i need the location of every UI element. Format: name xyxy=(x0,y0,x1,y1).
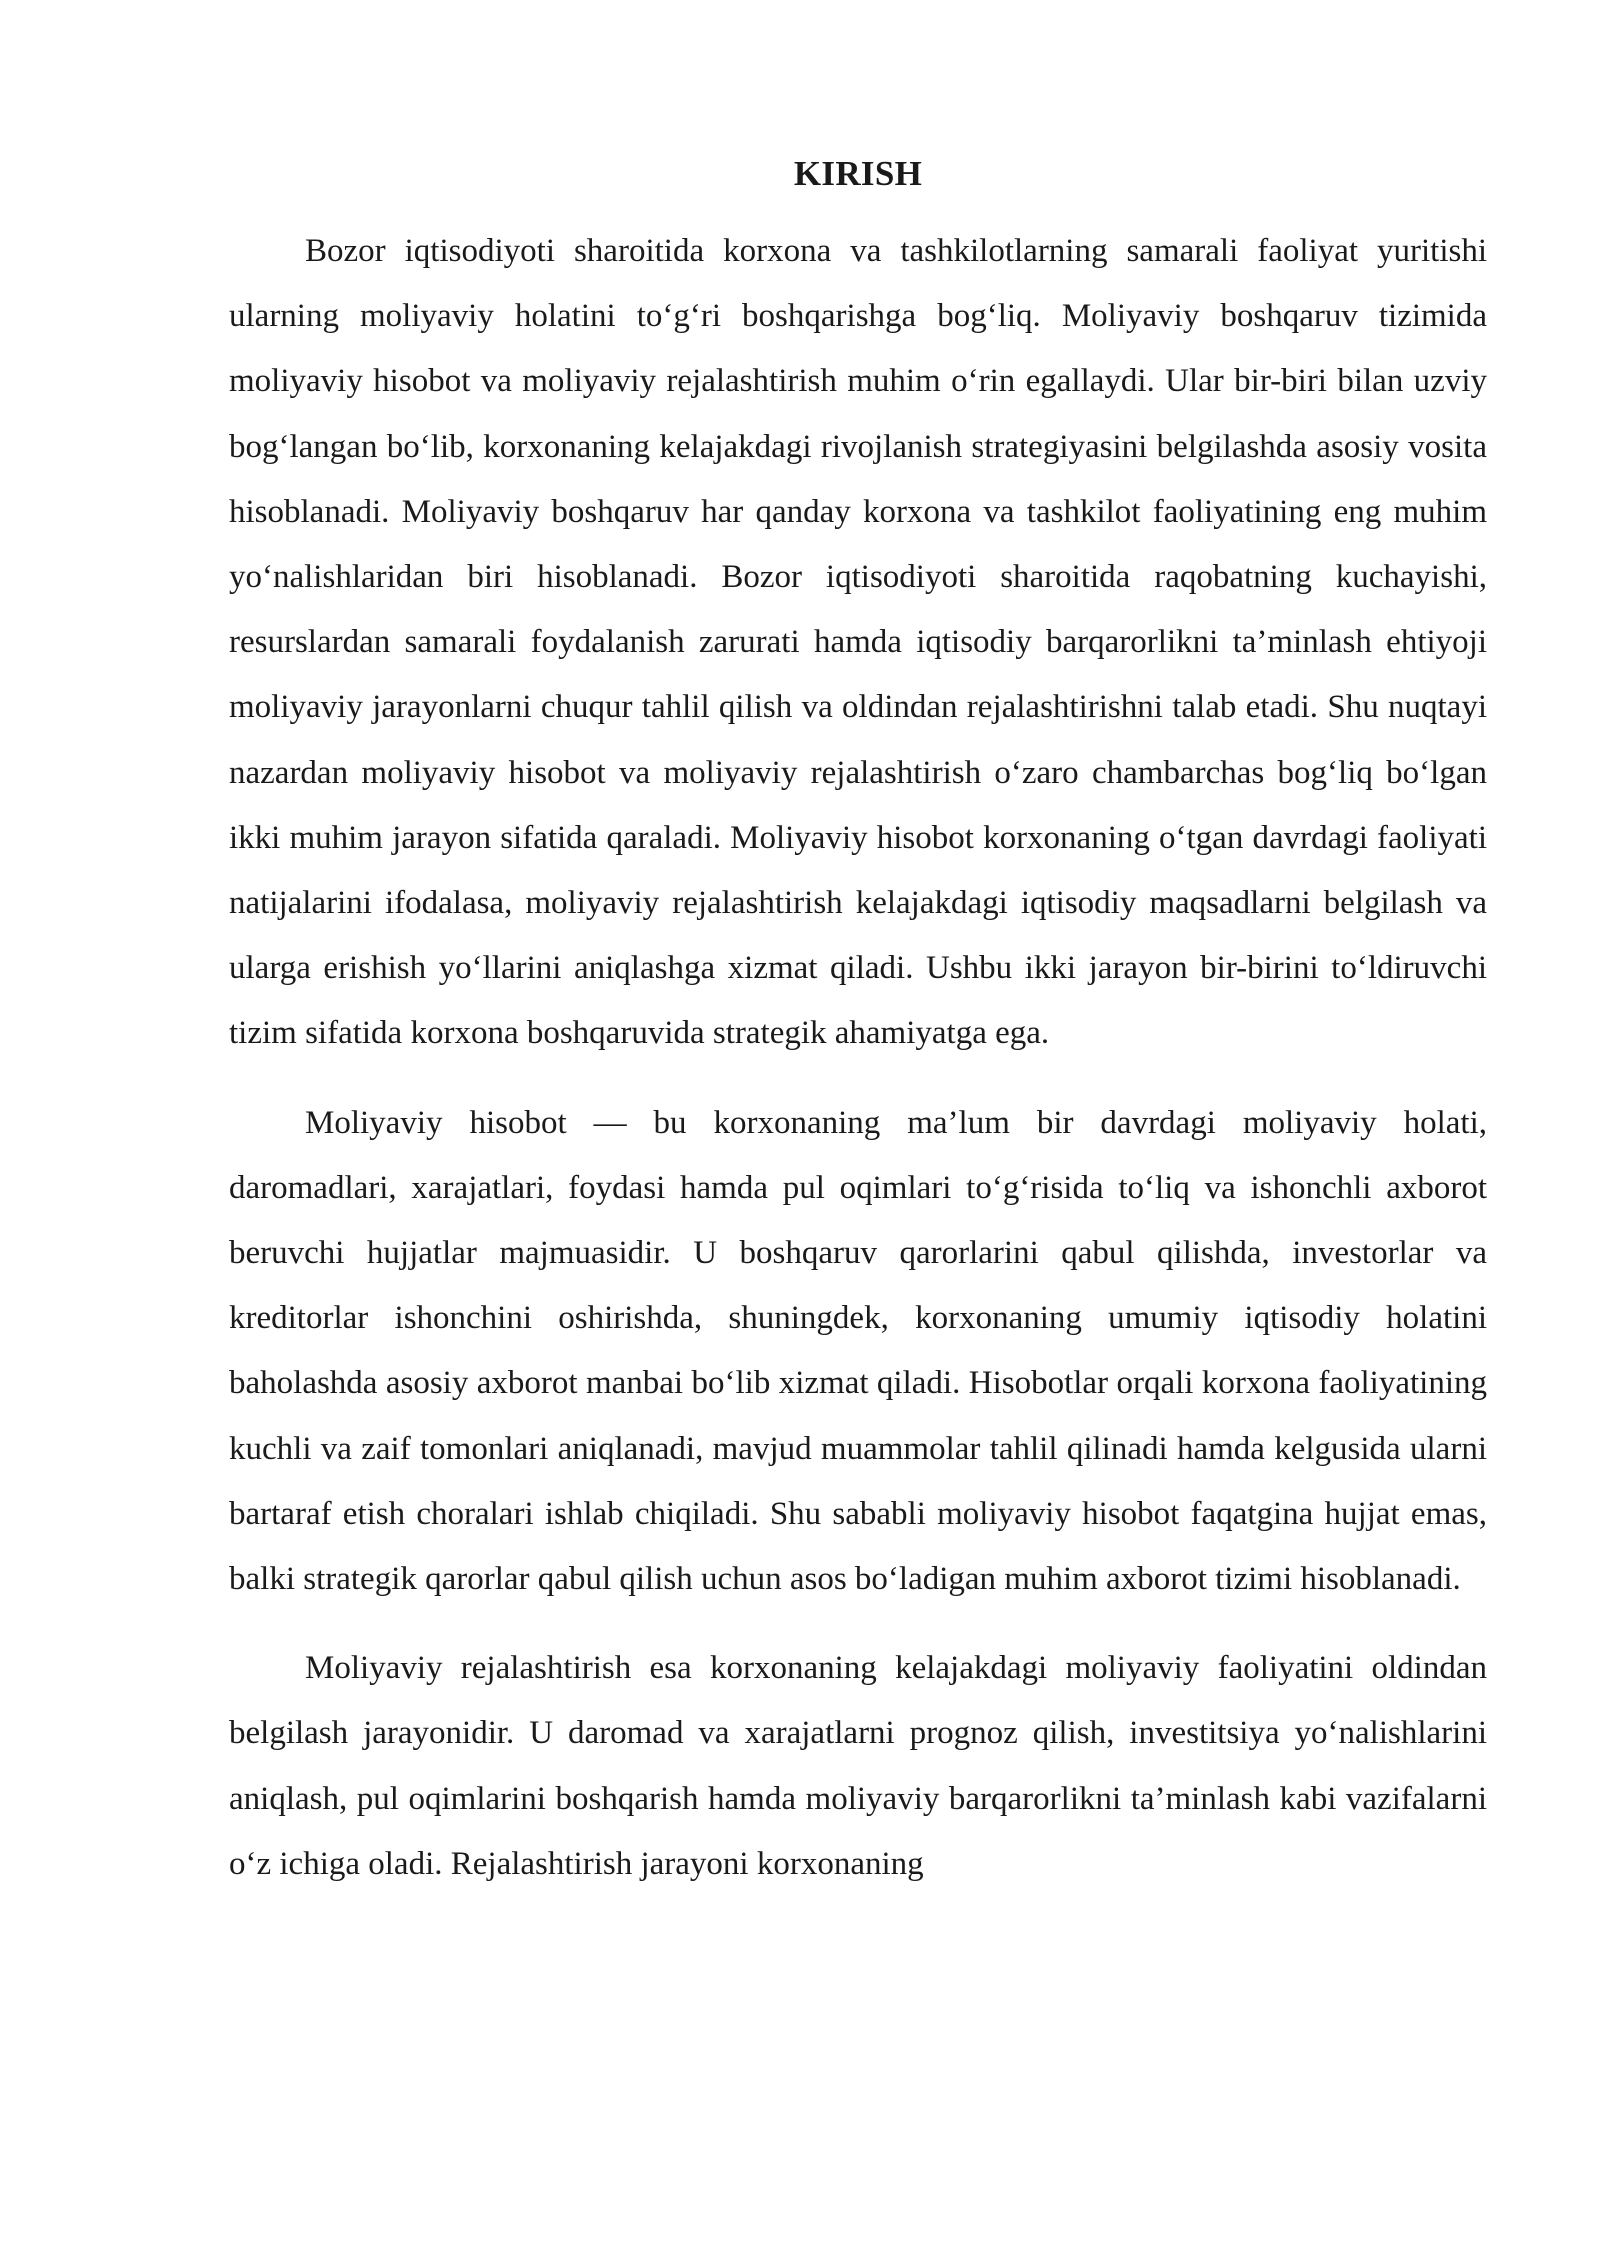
paragraph-3: Moliyaviy rejalashtirish esa korxonaning kelajakdagi moliyaviy faoliyatini oldindan belgilash jarayonidir. U daromad va xarajatlarni prognoz qilish, investitsiya yo‘nalishlarini aniqlash, pul oqimlarini boshqarish hamda moliyaviy barqarorlikni ta’minlash kabi vazifalarni o‘z ichiga oladi. Rejalashtirish jarayoni korxonaning xyxy=(229,1650,1487,1882)
paragraph-1: Bozor iqtisodiyoti sharoitida korxona va tashkilotlarning samarali faoliyat yuritishi ularning moliyaviy holatini to‘g‘ri boshqarishga bog‘liq. Moliyaviy boshqaruv tizimida moliyaviy hisobot va moliyaviy rejalashtirish muhim o‘rin egallaydi. Ular bir-biri bilan uzviy bog‘langan bo‘lib, korxonaning kelajakdagi rivojlanish strategiyasini belgilashda asosiy vosita hisoblanadi. Moliyaviy boshqaruv har qanday korxona va tashkilot faoliyatining eng muhim yo‘nalishlaridan biri hisoblanadi. Bozor iqtisodiyoti sharoitida raqobatning kuchayishi, resurslardan samarali foydalanish zarurati hamda iqtisodiy barqarorlikni ta’minlash ehtiyoji moliyaviy jarayonlarni chuqur tahlil qilish va oldindan rejalashtirishni talab etadi. Shu nuqtayi nazardan moliyaviy hisobot va moliyaviy rejalashtirish o‘zaro chambarchas bog‘liq bo‘lgan ikki muhim jarayon sifatida qaraladi. Moliyaviy hisobot korxonaning o‘tgan davrdagi faoliyati natijalarini ifodalasa, moliyaviy rejalashtirish kelajakdagi iqtisodiy maqsadlarni belgilash va ularga erishish yo‘llarini aniqlashga xizmat qiladi. Ushbu ikki jarayon bir-birini to‘ldiruvchi tizim sifatida korxona boshqaruvida strategik ahamiyatga ega. xyxy=(229,233,1487,1052)
page-title: KIRISH xyxy=(793,154,923,193)
paragraph-2: Moliyaviy hisobot — bu korxonaning ma’lum bir davrdagi moliyaviy holati, daromadlari, xarajatlari, foydasi hamda pul oqimlari to‘g‘risida to‘liq va ishonchli axborot beruvchi hujjatlar majmuasidir. U boshqaruv qarorlarini qabul qilishda, investorlar va kreditorlar ishonchini oshirishda, shuningdek, korxonaning umumiy iqtisodiy holatini baholashda asosiy axborot manbai bo‘lib xizmat qiladi. Hisobotlar orqali korxona faoliyatining kuchli va zaif tomonlari aniqlanadi, mavjud muammolar tahlil qilinadi hamda kelgusida ularni bartaraf etish choralari ishlab chiqiladi. Shu sababli moliyaviy hisobot faqatgina hujjat emas, balki strategik qarorlar qabul qilish uchun asos bo‘ladigan muhim axborot tizimi hisoblanadi. xyxy=(229,1104,1487,1598)
document-page xyxy=(229,150,1487,1921)
